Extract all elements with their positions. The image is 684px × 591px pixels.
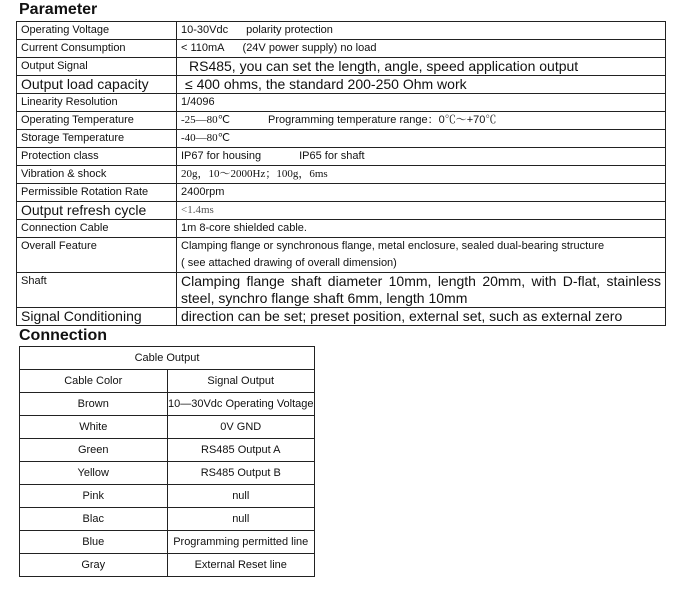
param-label: Storage Temperature — [17, 130, 177, 148]
table-row — [20, 393, 315, 416]
param-value-extra: polarity protection — [246, 24, 333, 36]
table-row — [17, 130, 666, 148]
table-row — [20, 416, 315, 439]
table-header-row — [20, 370, 315, 393]
param-value: <1.4ms — [177, 202, 666, 220]
table-row — [17, 220, 666, 238]
param-value: 1/4096 — [177, 94, 666, 112]
param-label: Output refresh cycle — [17, 202, 177, 220]
table-row — [17, 58, 666, 76]
table-row — [17, 22, 666, 40]
param-value: direction can be set; preset position, external set, such as external zero — [177, 308, 666, 326]
signal-output: null — [167, 485, 315, 508]
param-value-extra: (24V power supply) no load — [242, 42, 377, 54]
table-row — [20, 508, 315, 531]
param-value-main: RS485, you can set the length, angle, speed application output — [189, 58, 579, 74]
param-label: Permissible Rotation Rate — [17, 184, 177, 202]
table-row — [17, 40, 666, 58]
column-header: Signal Output — [167, 370, 315, 393]
param-value-main: ≤ 400 ohms, the standard 200-250 Ohm work — [185, 76, 467, 92]
param-value — [177, 238, 666, 273]
parameter-table — [16, 21, 666, 326]
cable-color: Pink — [20, 485, 168, 508]
param-value — [177, 148, 666, 166]
param-value: Clamping flange shaft diameter 10mm, length 20mm, with D-flat, stainless steel, synchro flange shaft 6mm, length 10mm — [177, 273, 666, 308]
param-label: Signal Conditioning — [17, 308, 177, 326]
param-value — [177, 40, 666, 58]
signal-output: Programming permitted line — [167, 531, 315, 554]
cable-color: Brown — [20, 393, 168, 416]
param-label: Vibration & shock — [17, 166, 177, 184]
param-value-main: -25—80℃ — [181, 114, 231, 126]
table-row — [17, 202, 666, 220]
table-row — [17, 166, 666, 184]
table-row — [17, 148, 666, 166]
table-row — [17, 238, 666, 273]
param-value: 1m 8-core shielded cable. — [177, 220, 666, 238]
param-value-extra: Programming temperature range：0℃～+70℃ — [268, 114, 497, 126]
param-label: Output Signal — [17, 58, 177, 76]
column-header: Cable Color — [20, 370, 168, 393]
connection-heading: Connection — [19, 327, 107, 344]
param-value-extra: IP65 for shaft — [299, 150, 365, 162]
param-value — [177, 22, 666, 40]
param-value — [177, 76, 666, 94]
param-label: Operating Temperature — [17, 112, 177, 130]
param-value-extra: ( see attached drawing of overall dimension) — [181, 257, 397, 269]
signal-output: RS485 Output A — [167, 439, 315, 462]
param-value: 20g，10～2000Hz；100g，6ms — [177, 166, 666, 184]
signal-output: 0V GND — [167, 416, 315, 439]
param-label: Connection Cable — [17, 220, 177, 238]
table-row — [20, 462, 315, 485]
table-row — [20, 347, 315, 370]
table-row — [20, 554, 315, 577]
param-value-main: Clamping flange or synchronous flange, metal enclosure, sealed dual-bearing structure — [181, 240, 605, 252]
table-row — [17, 76, 666, 94]
cable-color: Blue — [20, 531, 168, 554]
table-row — [20, 531, 315, 554]
cable-color: Gray — [20, 554, 168, 577]
cable-color: Yellow — [20, 462, 168, 485]
param-value-main: < 110mA — [181, 42, 225, 54]
param-value-main: IP67 for housing — [181, 150, 262, 162]
param-label: Operating Voltage — [17, 22, 177, 40]
table-row — [17, 184, 666, 202]
signal-output: External Reset line — [167, 554, 315, 577]
param-label: Protection class — [17, 148, 177, 166]
cable-color: White — [20, 416, 168, 439]
param-value — [177, 112, 666, 130]
param-label: Linearity Resolution — [17, 94, 177, 112]
signal-output: 10—30Vdc Operating Voltage — [167, 393, 315, 416]
param-value-main: 10-30Vdc — [181, 24, 229, 36]
signal-output: null — [167, 508, 315, 531]
param-value: 2400rpm — [177, 184, 666, 202]
param-label: Current Consumption — [17, 40, 177, 58]
param-label: Overall Feature — [17, 238, 177, 273]
table-row — [20, 439, 315, 462]
table-row — [17, 308, 666, 326]
cable-color: Blac — [20, 508, 168, 531]
signal-output: RS485 Output B — [167, 462, 315, 485]
connection-table — [19, 346, 315, 577]
param-value: -40—80℃ — [177, 130, 666, 148]
param-value — [177, 58, 666, 76]
param-label: Shaft — [17, 273, 177, 308]
table-row — [17, 112, 666, 130]
table-row — [17, 94, 666, 112]
cable-color: Green — [20, 439, 168, 462]
parameter-heading: Parameter — [19, 1, 98, 18]
table-row — [17, 273, 666, 308]
table-title: Cable Output — [20, 347, 315, 370]
table-row — [20, 485, 315, 508]
param-label: Output load capacity — [17, 76, 177, 94]
